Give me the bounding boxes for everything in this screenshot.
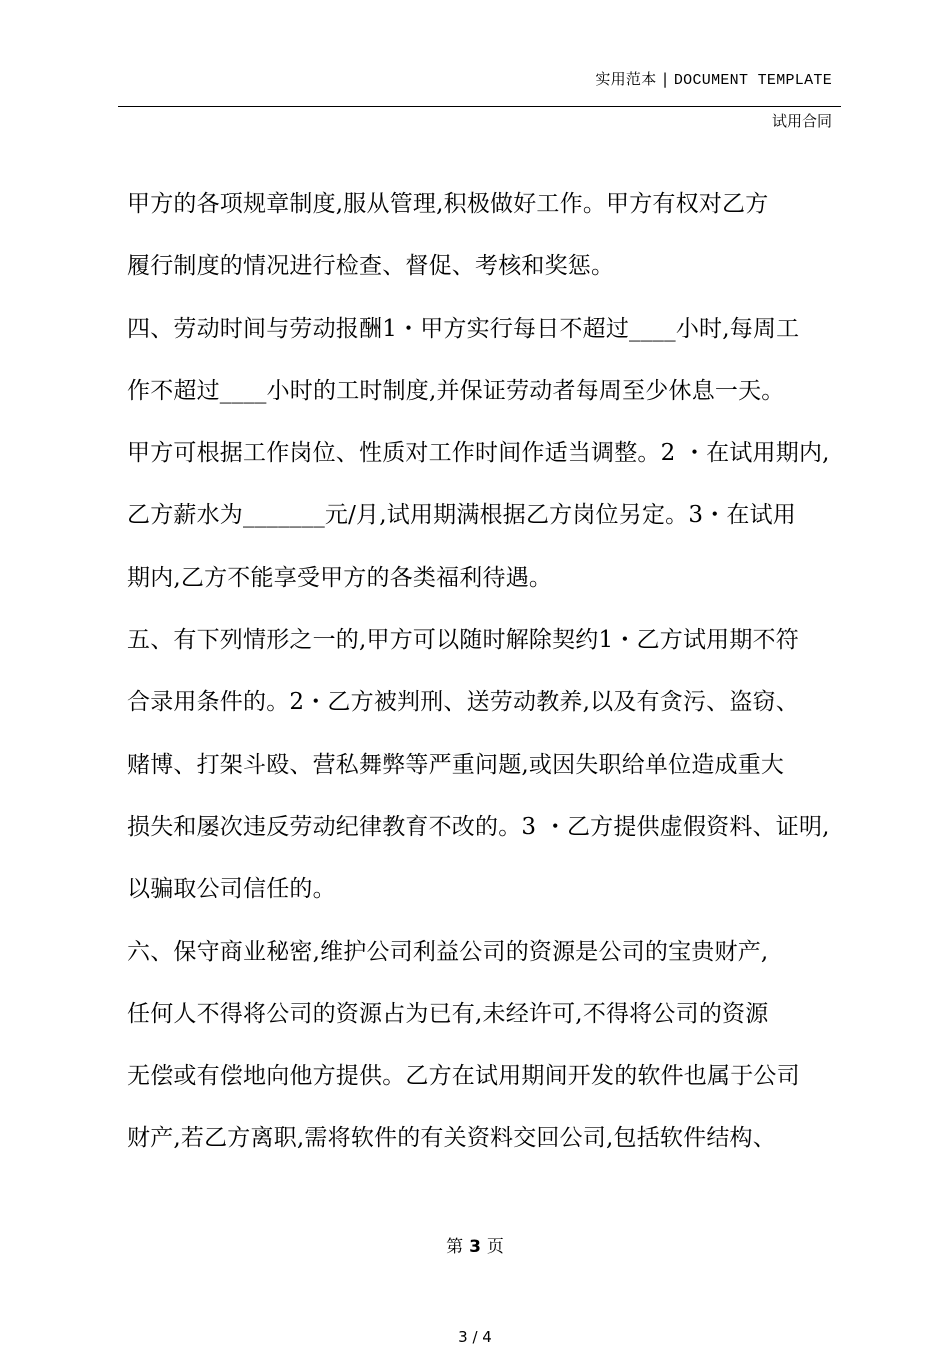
page-number: 3	[469, 1237, 481, 1257]
page-suffix: 页	[486, 1237, 504, 1257]
body-line: 财产,若乙方离职,需将软件的有关资料交回公司,包括软件结构、	[127, 1125, 776, 1152]
body-line: 四、劳动时间与劳动报酬1・甲方实行每日不超过____小时,每周工	[127, 315, 800, 342]
header-title-cn: 实用范本	[595, 70, 657, 88]
body-line: 履行制度的情况进行检查、督促、考核和奖惩。	[127, 253, 615, 280]
header-title-en: DOCUMENT TEMPLATE	[673, 72, 832, 89]
body-line: 合录用条件的。2・乙方被判刑、送劳动教养,以及有贪污、盗窃、	[127, 689, 799, 716]
body-line: 五、有下列情形之一的,甲方可以随时解除契约1・乙方试用期不符	[127, 627, 799, 654]
page-count-indicator: 3 / 4	[458, 1328, 492, 1346]
body-line: 损失和屡次违反劳动纪律教育不改的。3 ・乙方提供虚假资料、证明,	[127, 813, 830, 840]
page-number-footer	[0, 1232, 950, 1257]
body-line: 任何人不得将公司的资源占为已有,未经许可,不得将公司的资源	[127, 1000, 769, 1027]
contract-body-text	[127, 173, 867, 1170]
body-line: 作不超过____小时的工时制度,并保证劳动者每周至少休息一天。	[127, 377, 785, 404]
document-header-title	[595, 68, 832, 89]
body-line: 以骗取公司信任的。	[127, 876, 336, 903]
body-line: 期内,乙方不能享受甲方的各类福利待遇。	[127, 564, 553, 591]
header-subtitle: 试用合同	[771, 112, 832, 130]
header-divider	[118, 106, 841, 107]
body-line: 无偿或有偿地向他方提供。乙方在试用期间开发的软件也属于公司	[127, 1063, 800, 1090]
body-line: 六、保守商业秘密,维护公司利益公司的资源是公司的宝贵财产,	[127, 938, 769, 965]
header-separator: |	[662, 70, 668, 88]
body-line: 乙方薪水为_______元/月,试用期满根据乙方岗位另定。3・在试用	[127, 502, 796, 529]
body-line: 赌博、打架斗殴、营私舞弊等严重问题,或因失职给单位造成重大	[127, 751, 785, 778]
page-prefix: 第	[446, 1237, 464, 1257]
body-line: 甲方可根据工作岗位、性质对工作时间作适当调整。2 ・在试用期内,	[127, 440, 830, 467]
body-line: 甲方的各项规章制度,服从管理,积极做好工作。甲方有权对乙方	[127, 191, 769, 217]
